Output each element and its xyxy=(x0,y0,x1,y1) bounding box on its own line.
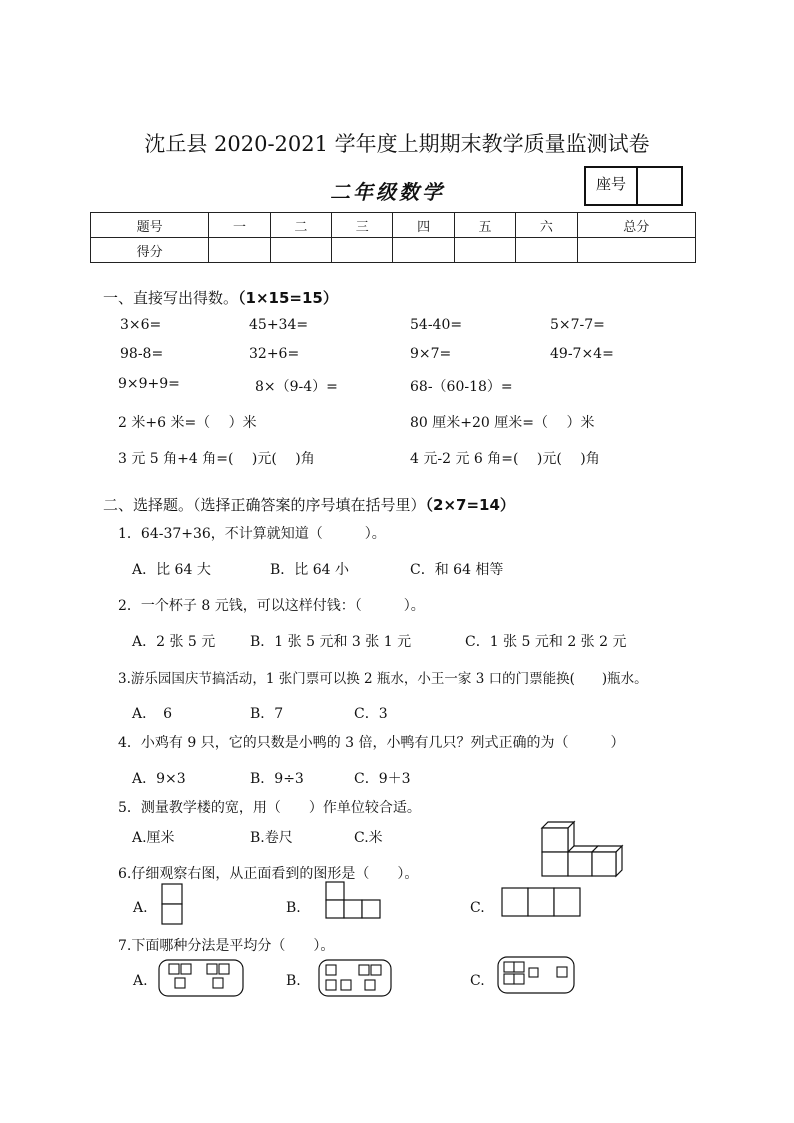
question-4-option-a[interactable]: A．9×3 xyxy=(132,771,186,787)
calc-item: 68-（60-18）= xyxy=(410,379,513,395)
score-cell-header: 一 xyxy=(209,213,270,238)
question-7-option-c[interactable]: C. xyxy=(470,973,485,989)
calc-item: 9×9+9= xyxy=(118,376,180,392)
question-3-option-c[interactable]: C．3 xyxy=(354,706,388,722)
question-5-stem: 5．测量教学楼的宽，用（ ）作单位较合适。 xyxy=(118,800,421,816)
question-4-option-c[interactable]: C．9＋3 xyxy=(354,771,411,787)
question-3-option-a[interactable]: A． 6 xyxy=(132,706,173,722)
grouping-c-figure xyxy=(496,955,576,995)
score-cell-header: 三 xyxy=(332,213,393,238)
score-cell-header: 五 xyxy=(454,213,515,238)
grouping-a-figure xyxy=(157,958,245,998)
score-table-score-row xyxy=(91,238,696,263)
question-5-option-b[interactable]: B.卷尺 xyxy=(250,830,293,846)
score-cell-header: 题号 xyxy=(91,213,209,238)
score-cell[interactable] xyxy=(332,238,393,263)
question-6-option-b[interactable]: B. xyxy=(286,900,301,916)
question-7-option-a[interactable]: A. xyxy=(133,973,148,989)
cube-stack-figure xyxy=(536,818,628,878)
seat-number-box xyxy=(584,166,683,206)
calc-item: 9×7= xyxy=(410,346,452,362)
question-3-stem: 3.游乐园国庆节搞活动，1 张门票可以换 2 瓶水，小王一家 3 口的门票能换( )瓶水。 xyxy=(118,671,648,687)
question-2-option-c[interactable]: C．1 张 5 元和 2 张 2 元 xyxy=(465,634,627,650)
calc-item: 2 米+6 米=（ ）米 xyxy=(118,415,257,431)
question-4-stem: 4．小鸡有 9 只，它的只数是小鸭的 3 倍，小鸭有几只？列式正确的为（ ） xyxy=(118,735,625,751)
question-1-option-a[interactable]: A．比 64 大 xyxy=(132,562,211,578)
section-1-points: （1×15=15） xyxy=(238,289,338,307)
score-cell[interactable] xyxy=(393,238,454,263)
section-1-heading xyxy=(103,287,338,308)
question-1-option-b[interactable]: B．比 64 小 xyxy=(270,562,350,578)
calc-item: 8×（9-4）= xyxy=(255,379,338,395)
page-subtitle: 二年级数学 xyxy=(330,180,445,204)
question-7-stem: 7.下面哪种分法是平均分（ ）。 xyxy=(118,938,335,954)
question-2-option-a[interactable]: A．2 张 5 元 xyxy=(132,634,216,650)
calc-item: 45+34= xyxy=(249,317,309,333)
score-cell[interactable] xyxy=(577,238,695,263)
calc-item: 49-7×4= xyxy=(550,346,614,362)
score-cell-header: 六 xyxy=(516,213,577,238)
score-cell[interactable] xyxy=(454,238,515,263)
view-b-figure xyxy=(324,880,384,920)
seat-number-label: 座号 xyxy=(586,168,638,204)
question-2-option-b[interactable]: B．1 张 5 元和 3 张 1 元 xyxy=(250,634,412,650)
question-2-stem: 2．一个杯子 8 元钱，可以这样付钱：（ ）。 xyxy=(118,598,425,614)
calc-item: 32+6= xyxy=(249,346,300,362)
view-a-figure xyxy=(160,882,184,926)
score-table xyxy=(90,212,696,263)
calc-item: 5×7-7= xyxy=(550,317,605,333)
score-cell[interactable] xyxy=(516,238,577,263)
question-7-option-b[interactable]: B. xyxy=(286,973,301,989)
section-2-points: （2×7=14） xyxy=(425,496,515,514)
question-5-option-c[interactable]: C.米 xyxy=(354,830,383,846)
calc-item: 3×6= xyxy=(120,317,162,333)
score-cell-header: 二 xyxy=(270,213,331,238)
section-1-title: 一、直接写出得数。 xyxy=(103,289,239,307)
calc-item: 54-40= xyxy=(410,317,463,333)
question-6-stem: 6.仔细观察右图，从正面看到的图形是（ ）。 xyxy=(118,866,419,882)
grouping-b-figure xyxy=(317,958,393,998)
score-cell[interactable] xyxy=(209,238,270,263)
calc-item: 4 元-2 元 6 角=( )元( )角 xyxy=(410,451,600,467)
calc-item: 80 厘米+20 厘米=（ ）米 xyxy=(410,415,595,431)
question-1-option-c[interactable]: C．和 64 相等 xyxy=(410,562,504,578)
score-row-label: 得分 xyxy=(91,238,209,263)
section-2-heading xyxy=(103,494,515,515)
score-cell[interactable] xyxy=(270,238,331,263)
question-6-option-c[interactable]: C. xyxy=(470,900,485,916)
score-cell-header: 总分 xyxy=(577,213,695,238)
section-2-title: 二、选择题。（选择正确答案的序号填在括号里） xyxy=(103,496,426,514)
question-6-option-a[interactable]: A. xyxy=(133,900,148,916)
question-5-option-a[interactable]: A.厘米 xyxy=(132,830,175,846)
calc-item: 3 元 5 角+4 角=( )元( )角 xyxy=(118,451,315,467)
view-c-figure xyxy=(500,886,584,918)
score-table-header-row xyxy=(91,213,696,238)
question-1-stem: 1．64-37+36，不计算就知道（ ）。 xyxy=(118,526,386,542)
calc-item: 98-8= xyxy=(120,346,164,362)
score-cell-header: 四 xyxy=(393,213,454,238)
question-4-option-b[interactable]: B．9÷3 xyxy=(250,771,304,787)
page-title: 沈丘县 2020-2021 学年度上期期末教学质量监测试卷 xyxy=(144,132,650,156)
seat-number-field[interactable] xyxy=(638,168,681,204)
question-3-option-b[interactable]: B．7 xyxy=(250,706,284,722)
